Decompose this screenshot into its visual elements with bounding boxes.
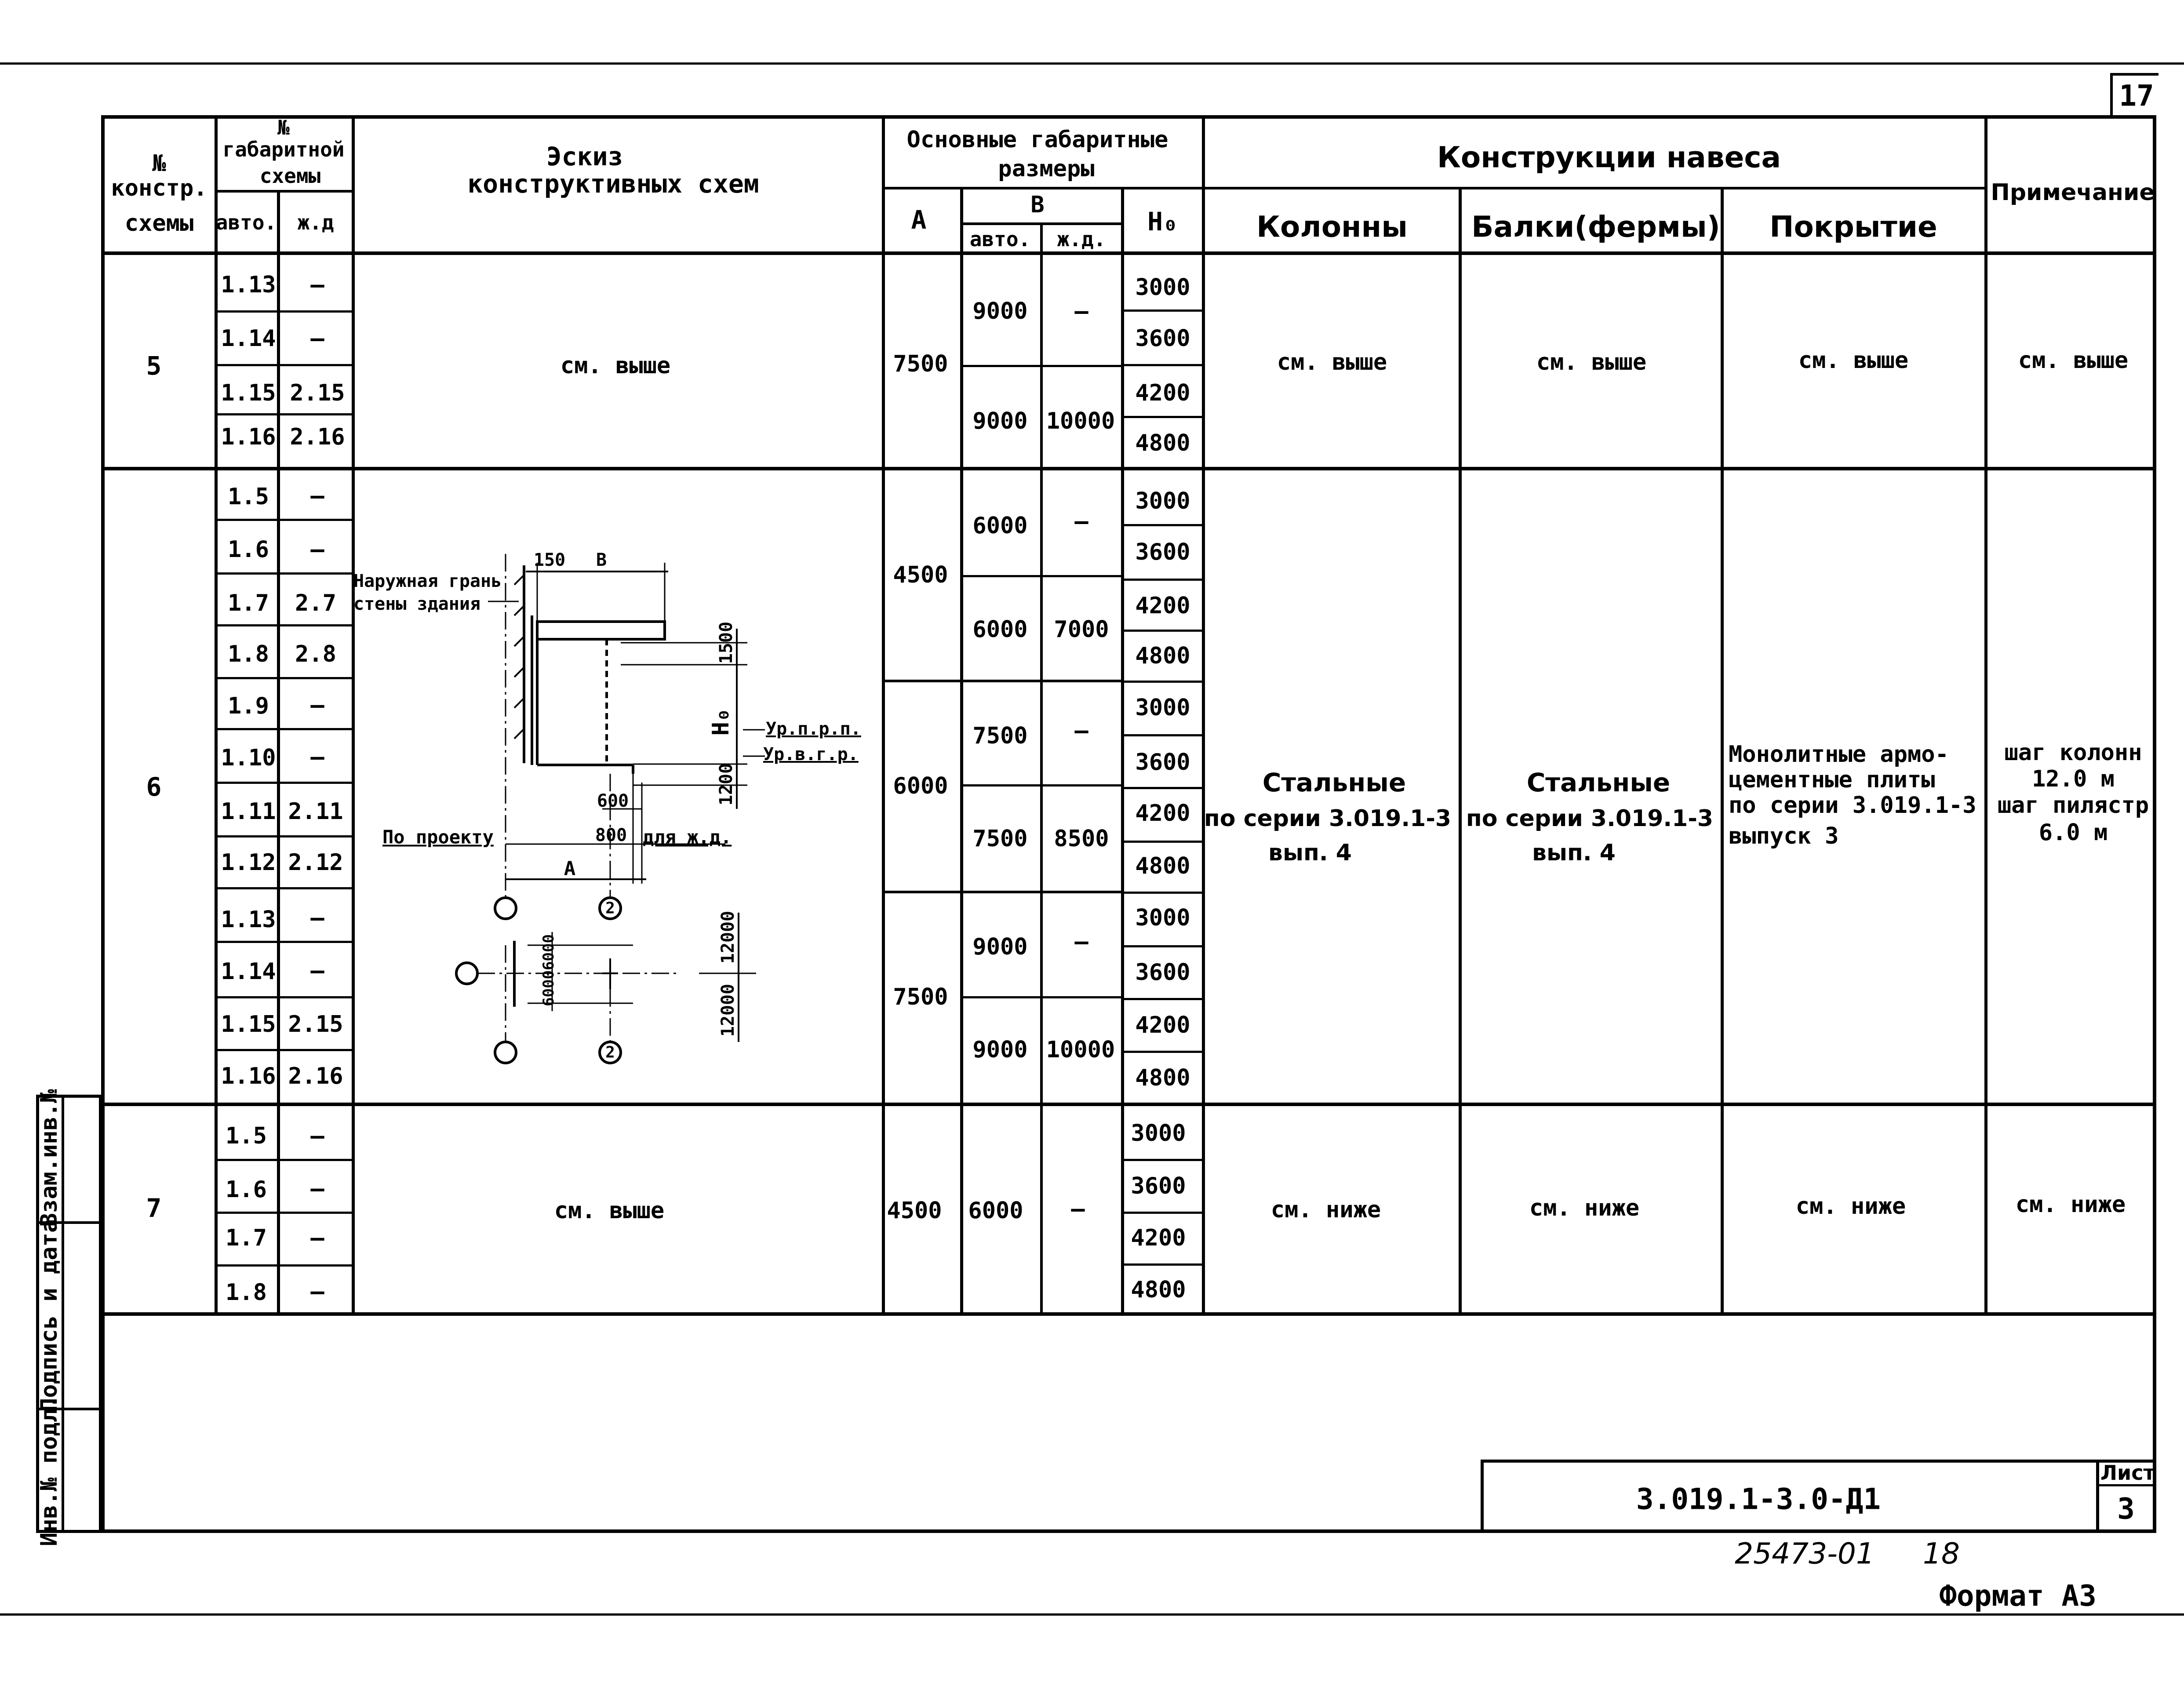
g6-r4-rail: 2.8 [295,641,336,667]
g5-b2-rail: 10000 [1046,408,1115,434]
g5-r3-auto: 1.15 [221,380,276,406]
title-block-divider [2096,1460,2099,1533]
g6-note-2: 12.0 м [2032,766,2115,792]
g6-columns-3: вып. 4 [1268,840,1352,866]
hdr-B-auto: авто. [969,227,1031,251]
g6-r5-auto: 1.9 [228,693,269,719]
g5-r2-auto: 1.14 [221,325,276,352]
g6-r12-rail: 2.16 [288,1063,343,1089]
canopy-slab [537,622,665,639]
designation: 3.019.1-3.0-Д1 [1636,1482,1881,1516]
g7-r3-rail: – [310,1225,324,1251]
side-stamp-original-inv: Инв.№ подл. [36,1394,62,1547]
label-dim-800: 800 [595,825,627,845]
g6-r12-auto: 1.16 [221,1063,276,1089]
corner-page-number: 17 [2119,79,2154,113]
g5-r3-rail: 2.15 [290,380,345,406]
g7-note: см. ниже [2015,1191,2126,1218]
g5-b1-rail: – [1074,298,1088,324]
hdr-sketch-1: Эскиз [546,142,623,171]
g6-b3-rail: – [1074,717,1088,744]
g6-b3-auto: 7500 [972,723,1028,749]
g6-r2-auto: 1.6 [228,536,269,563]
g5-roof: см. выше [1798,347,1909,374]
g7-r4-auto: 1.8 [226,1279,267,1306]
hdr-sketch-2: конструктивных схем [467,169,759,199]
g6-r6-auto: 1.10 [221,745,276,771]
label-plan-12000b: 12000 [718,983,738,1037]
hdr-scheme-no-1: № [152,150,166,177]
g6-r11-auto: 1.15 [221,1011,276,1038]
g7-r2-rail: – [310,1176,324,1202]
g6-beams-2: по серии 3.019.1-3 [1466,805,1714,832]
hdr-gabarit-no-2: габаритной [222,138,345,161]
g7-h2: 3600 [1131,1173,1186,1199]
g5-r1-auto: 1.13 [221,272,276,298]
g5-r4-rail: 2.16 [290,424,345,450]
g6-h12: 4800 [1135,1065,1190,1091]
g5-r1-rail: – [310,272,324,298]
hdr-columns: Колонны [1256,210,1408,244]
g6-h11: 4200 [1135,1012,1190,1038]
hdr-auto: авто. [215,211,277,234]
axis-bubble-1 [495,898,516,919]
label-plan-12000a: 12000 [718,910,738,964]
g5-A: 7500 [893,351,948,377]
g6-scheme: 6 [146,772,162,802]
plan-axis-bubble-left [456,963,477,984]
label-plan-6000a: 6000 [540,970,557,1006]
g5-beams: см. выше [1536,349,1647,375]
label-dim-B: В [596,550,607,570]
g7-b-rail: – [1071,1196,1085,1222]
g6-roof-1: Монолитные армо- [1729,741,1949,768]
g7-r1-auto: 1.5 [226,1123,267,1149]
g7-A: 4500 [887,1198,942,1224]
g7-scheme: 7 [146,1193,162,1223]
inventory-page: 18 [1923,1536,1960,1571]
g6-r8-auto: 1.12 [221,849,276,876]
hdr-roof: Покрытие [1769,210,1937,244]
g6-h3: 4200 [1135,593,1190,619]
hdr-main-dims-2: размеры [998,156,1095,182]
sheet-number: 3 [2117,1492,2135,1526]
g6-h6: 3600 [1135,749,1190,775]
g5-r2-rail: – [310,325,324,352]
hdr-beams: Балки(фермы) [1471,210,1720,244]
g6-columns-2: по серии 3.019.1-3 [1204,805,1452,832]
g7-sketch: см. выше [554,1198,665,1224]
g5-h2: 3600 [1135,325,1190,352]
g7-h3: 4200 [1131,1225,1186,1251]
g6-b5-rail: – [1074,928,1088,955]
g5-b2-auto: 9000 [972,408,1028,434]
g6-h7: 4200 [1135,800,1190,826]
g6-beams-3: вып. 4 [1532,840,1616,866]
label-dim-A: А [564,857,576,880]
inventory-handwritten: 25473-01 [1735,1536,1875,1571]
wall-hatch [514,575,524,585]
g6-r4-auto: 1.8 [228,641,269,667]
label-by-project: По проекту [382,826,494,848]
g7-beams: см. ниже [1529,1195,1640,1221]
g7-h1: 3000 [1131,1120,1186,1147]
g5-r4-auto: 1.16 [221,424,276,450]
g6-note-4: 6.0 м [2038,819,2108,846]
g6-r10-rail: – [310,958,324,984]
g6-r1-auto: 1.5 [228,484,269,510]
hdr-scheme-no-3: схемы [124,210,194,237]
g7-columns: см. ниже [1270,1197,1381,1223]
g5-h1: 3000 [1135,274,1190,301]
label-wall-face-1: Наружная грань [353,571,502,591]
g5-h3: 4200 [1135,380,1190,406]
label-ur-pp: Ур.п.р.п. [766,719,861,739]
g7-r2-auto: 1.6 [226,1176,267,1203]
hdr-B-rail: ж.д. [1057,227,1106,251]
g6-r6-rail: – [310,744,324,770]
hdr-rail: ж.д [297,211,334,234]
g6-b1-rail: – [1074,508,1088,535]
hdr-scheme-no-2: констр. [111,175,207,201]
g7-b-auto: 6000 [968,1198,1023,1224]
g6-h2: 3600 [1135,539,1190,565]
g6-b4-rail: 8500 [1054,826,1109,852]
hdr-gabarit-no-3: схемы [259,164,321,188]
g6-b6-rail: 10000 [1046,1037,1115,1063]
g6-roof-4: выпуск 3 [1729,823,1839,849]
g6-A1: 4500 [893,562,948,588]
plan-axis-bubble-1 [495,1042,516,1063]
label-axis-2-top: 2 [605,899,615,917]
g6-b6-auto: 9000 [972,1037,1028,1063]
format-label: Формат А3 [1939,1579,2097,1613]
g6-r3-auto: 1.7 [228,590,269,616]
label-for-rail: для ж.д. [643,826,732,848]
hdr-A: А [911,205,927,235]
g6-b2-rail: 7000 [1054,616,1109,643]
label-dim-150: 150 [533,550,566,570]
label-dim-600: 600 [597,791,629,811]
label-axis-2-bottom: 2 [605,1043,615,1062]
g6-A3: 7500 [893,984,948,1010]
g6-h5: 3000 [1135,695,1190,721]
label-dim-1200: 1200 [716,763,736,806]
hdr-main-dims-1: Основные габаритные [906,127,1168,153]
g7-h4: 4800 [1131,1277,1186,1303]
label-dim-H0: Н₀ [708,708,734,736]
g6-h4: 4800 [1135,643,1190,669]
hdr-note: Примечание [1991,179,2155,206]
g6-r1-rail: – [310,483,324,509]
g6-b2-auto: 6000 [972,616,1028,643]
g6-h10: 3600 [1135,959,1190,986]
g6-h8: 4800 [1135,853,1190,879]
g5-sketch: см. выше [560,353,671,379]
g6-beams-1: Стальные [1526,768,1671,797]
g6-r9-auto: 1.13 [221,907,276,933]
hdr-B: В [1030,192,1045,218]
g6-b5-auto: 9000 [972,934,1028,960]
g5-columns: см. выше [1277,349,1387,375]
g6-roof-3: по серии 3.019.1-3 [1729,792,1977,819]
g6-r2-rail: – [310,536,324,563]
g6-b4-auto: 7500 [972,826,1028,852]
g6-b1-auto: 6000 [972,513,1028,539]
g5-b1-auto: 9000 [972,298,1028,324]
hdr-canopy: Конструкции навеса [1437,140,1781,175]
g5-note: см. выше [2018,347,2129,374]
hdr-H0: Н₀ [1147,207,1178,237]
g6-A2: 6000 [893,773,948,799]
g6-r7-rail: 2.11 [288,798,343,825]
g6-r8-rail: 2.12 [288,849,343,876]
g6-r5-rail: – [310,692,324,718]
label-plan-6000b: 6000 [540,934,557,970]
g6-r7-auto: 1.11 [221,798,276,825]
g7-r4-rail: – [310,1278,324,1305]
g7-roof: см. ниже [1795,1193,1906,1220]
g5-scheme: 5 [146,351,162,381]
g6-columns-1: Стальные [1262,768,1406,797]
g6-r3-rail: 2.7 [295,590,336,616]
hdr-gabarit-no-1: № [277,116,290,139]
g6-r11-rail: 2.15 [288,1011,343,1038]
g6-roof-2: цементные плиты [1729,767,1935,793]
g6-r9-rail: – [310,905,324,931]
g6-note-1: шаг колонн [2004,739,2142,766]
label-dim-1500: 1500 [716,621,736,664]
label-wall-face-2: стены здания [353,594,480,614]
g6-r10-auto: 1.14 [221,958,276,985]
g6-h9: 3000 [1135,905,1190,931]
g7-r3-auto: 1.7 [226,1225,267,1251]
side-stamp-signature-date: Подпись и дата [36,1219,62,1412]
label-ur-vgr: Ур.в.г.р. [763,744,859,765]
g6-h1: 3000 [1135,488,1190,514]
g6-note-3: шаг пилястр [1997,792,2149,819]
sheet-label: Лист [2100,1461,2155,1485]
g5-h4: 4800 [1135,430,1190,456]
side-stamp-replaced-inv: Взам.инв.№ [36,1089,62,1227]
g7-r1-rail: – [310,1123,324,1149]
